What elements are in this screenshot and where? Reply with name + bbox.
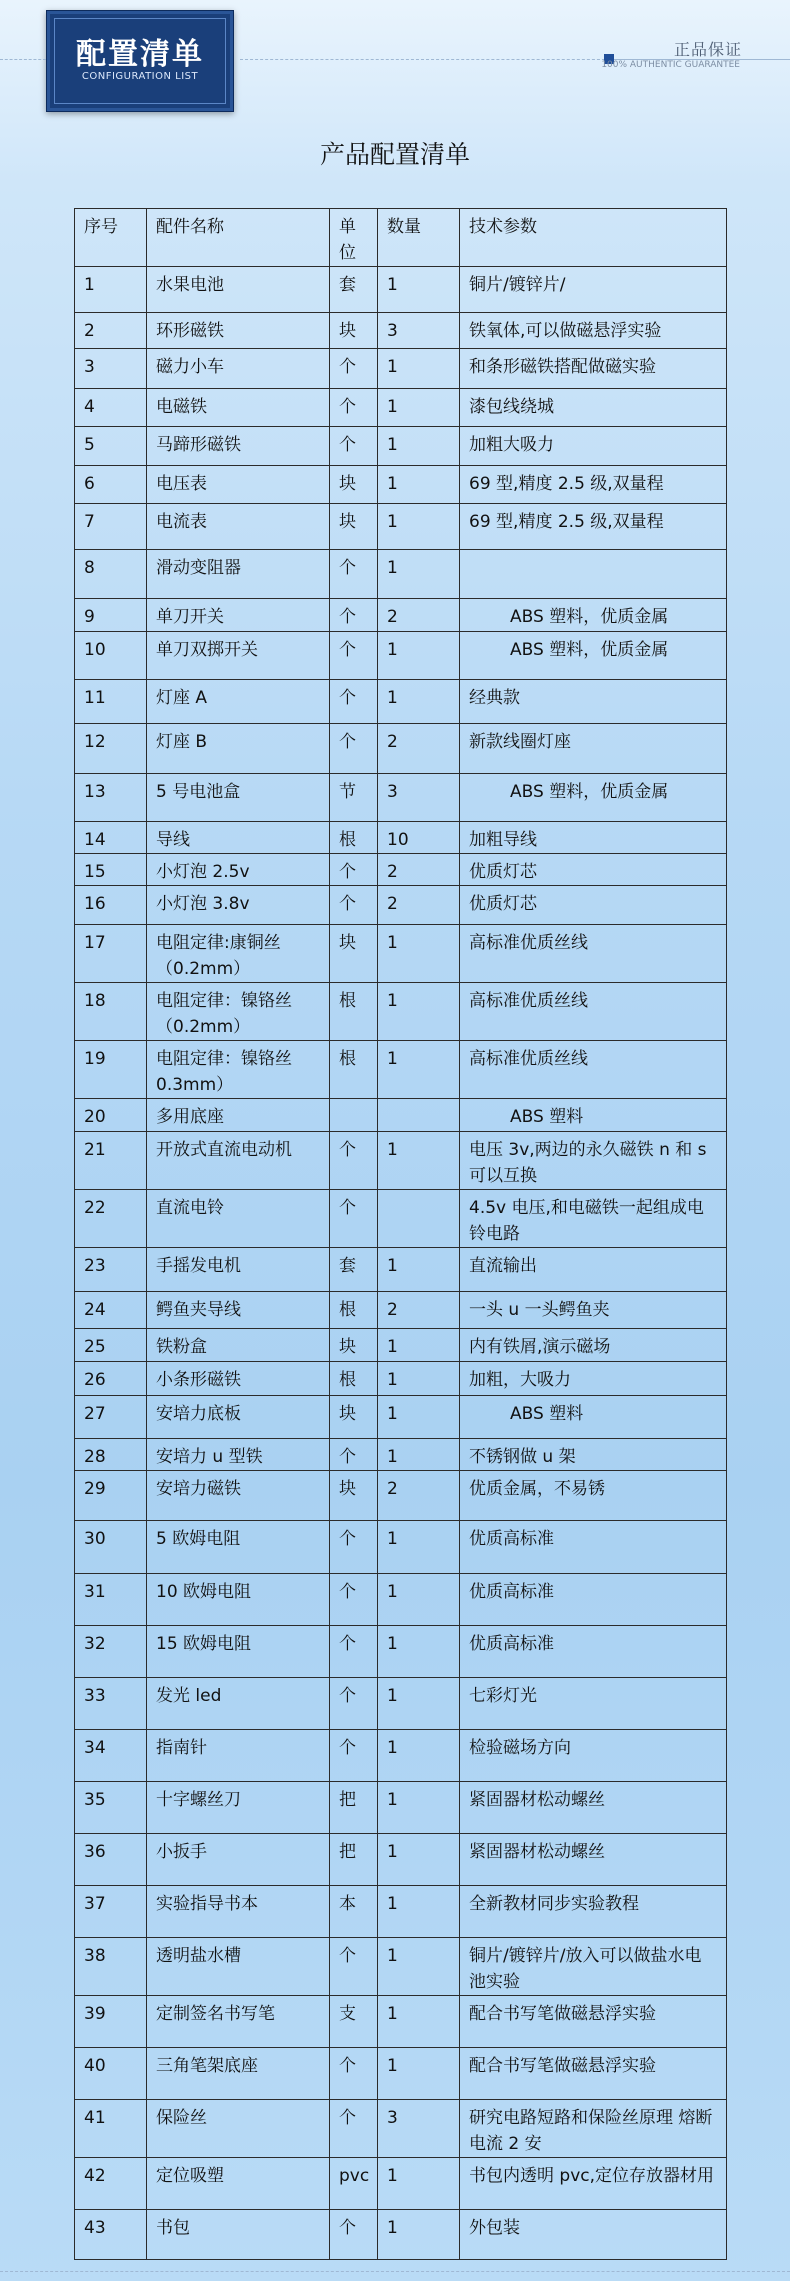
table-row <box>75 550 727 599</box>
table-row <box>75 774 727 822</box>
cell-name: 电阻定律：镍铬丝（0.2mm） <box>147 983 330 1041</box>
cell-unit: 套 <box>330 267 378 313</box>
cell-no: 21 <box>75 1132 147 1190</box>
cell-spec: ABS 塑料，优质金属 <box>460 632 727 680</box>
cell-spec: 配合书写笔做磁悬浮实验 <box>460 2048 727 2100</box>
cell-name: 单刀开关 <box>147 599 330 632</box>
cell-name: 手摇发电机 <box>147 1248 330 1292</box>
cell-spec: 铁氧体,可以做磁悬浮实验 <box>460 313 727 349</box>
cell-spec: 全新教材同步实验教程 <box>460 1886 727 1938</box>
cell-unit: 块 <box>330 925 378 983</box>
cell-unit: 个 <box>330 349 378 389</box>
cell-unit: 支 <box>330 1996 378 2048</box>
cell-qty: 1 <box>378 2158 460 2210</box>
table-row <box>75 1041 727 1099</box>
cell-name: 指南针 <box>147 1730 330 1782</box>
cell-unit: 个 <box>330 1132 378 1190</box>
cell-qty: 1 <box>378 1834 460 1886</box>
cell-spec: 经典款 <box>460 680 727 724</box>
cell-unit: 个 <box>330 1626 378 1678</box>
cell-spec: 内有铁屑,演示磁场 <box>460 1329 727 1362</box>
cell-no: 20 <box>75 1099 147 1132</box>
cell-qty: 1 <box>378 389 460 427</box>
cell-name: 小灯泡 3.8v <box>147 886 330 925</box>
table-row <box>75 599 727 632</box>
cell-spec: 铜片/镀锌片/ <box>460 267 727 313</box>
cell-qty: 1 <box>378 680 460 724</box>
cell-unit: 个 <box>330 599 378 632</box>
page-title: 产品配置清单 <box>319 140 470 169</box>
cell-no: 11 <box>75 680 147 724</box>
cell-no: 5 <box>75 427 147 466</box>
cell-spec: 书包内透明 pvc,定位存放器材用 <box>460 2158 727 2210</box>
cell-no: 4 <box>75 389 147 427</box>
cell-no: 10 <box>75 632 147 680</box>
cell-spec: 优质灯芯 <box>460 854 727 886</box>
cell-qty: 1 <box>378 1574 460 1626</box>
cell-unit: 本 <box>330 1886 378 1938</box>
cell-spec: 优质灯芯 <box>460 886 727 925</box>
cell-unit: 个 <box>330 886 378 925</box>
cell-name: 导线 <box>147 822 330 854</box>
cell-spec: 研究电路短路和保险丝原理 熔断电流 2 安 <box>460 2100 727 2158</box>
cell-name: 保险丝 <box>147 2100 330 2158</box>
table-row <box>75 427 727 466</box>
cell-qty: 1 <box>378 1886 460 1938</box>
table-row <box>75 1396 727 1439</box>
cell-name: 直流电铃 <box>147 1190 330 1248</box>
cell-unit: 根 <box>330 1362 378 1396</box>
cell-unit: 块 <box>330 313 378 349</box>
header-divider-left <box>0 59 46 60</box>
cell-unit: 块 <box>330 1471 378 1521</box>
cell-qty: 2 <box>378 599 460 632</box>
cell-no: 41 <box>75 2100 147 2158</box>
cell-spec: 优质高标准 <box>460 1574 727 1626</box>
cell-name: 电压表 <box>147 466 330 504</box>
authentic-guarantee-sub: 100% AUTHENTIC GUARANTEE <box>601 60 740 70</box>
cell-name: 滑动变阻器 <box>147 550 330 599</box>
table-row <box>75 1471 727 1521</box>
table-row <box>75 1099 727 1132</box>
cell-spec: 和条形磁铁搭配做磁实验 <box>460 349 727 389</box>
cell-spec: 优质高标准 <box>460 1626 727 1678</box>
cell-qty: 3 <box>378 313 460 349</box>
cell-name: 10 欧姆电阻 <box>147 1574 330 1626</box>
authentic-guarantee-label: 正品保证 <box>673 40 742 59</box>
cell-name: 单刀双掷开关 <box>147 632 330 680</box>
cell-no: 25 <box>75 1329 147 1362</box>
cell-qty: 1 <box>378 466 460 504</box>
cell-unit <box>330 1099 378 1132</box>
table-row <box>75 2158 727 2210</box>
table-row <box>75 1248 727 1292</box>
cell-name: 电阻定律:康铜丝（0.2mm） <box>147 925 330 983</box>
cell-unit: 个 <box>330 1190 378 1248</box>
cell-name: 电流表 <box>147 504 330 550</box>
cell-unit: 块 <box>330 504 378 550</box>
cell-no: 32 <box>75 1626 147 1678</box>
table-row <box>75 1362 727 1396</box>
cell-no: 27 <box>75 1396 147 1439</box>
table-row <box>75 1439 727 1471</box>
cell-unit: 个 <box>330 854 378 886</box>
cell-qty: 1 <box>378 427 460 466</box>
cell-qty: 1 <box>378 983 460 1041</box>
cell-qty: 1 <box>378 1521 460 1574</box>
cell-name: 5 号电池盒 <box>147 774 330 822</box>
cell-no: 26 <box>75 1362 147 1396</box>
cell-no: 31 <box>75 1574 147 1626</box>
cell-name: 开放式直流电动机 <box>147 1132 330 1190</box>
cell-qty: 1 <box>378 550 460 599</box>
table-row <box>75 822 727 854</box>
cell-spec: 69 型,精度 2.5 级,双量程 <box>460 466 727 504</box>
cell-qty: 1 <box>378 1678 460 1730</box>
cell-name: 小条形磁铁 <box>147 1362 330 1396</box>
cell-no: 7 <box>75 504 147 550</box>
cell-name: 铁粉盒 <box>147 1329 330 1362</box>
cell-no: 34 <box>75 1730 147 1782</box>
cell-spec: 高标准优质丝线 <box>460 983 727 1041</box>
cell-name: 安培力底板 <box>147 1396 330 1439</box>
cell-no: 37 <box>75 1886 147 1938</box>
header-spec: 技术参数 <box>460 209 727 267</box>
cell-unit: 个 <box>330 632 378 680</box>
cell-no: 19 <box>75 1041 147 1099</box>
cell-spec: 电压 3v,两边的永久磁铁 n 和 s 可以互换 <box>460 1132 727 1190</box>
cell-spec: 一头 u 一头鳄鱼夹 <box>460 1292 727 1329</box>
cell-unit: 个 <box>330 2210 378 2260</box>
cell-spec: 4.5v 电压,和电磁铁一起组成电铃电路 <box>460 1190 727 1248</box>
table-row <box>75 854 727 886</box>
cell-spec: ABS 塑料，优质金属 <box>460 599 727 632</box>
cell-spec: 紧固器材松动螺丝 <box>460 1782 727 1834</box>
header-unit: 单位 <box>330 209 378 267</box>
table-row <box>75 2048 727 2100</box>
header-qty: 数量 <box>378 209 460 267</box>
cell-name: 5 欧姆电阻 <box>147 1521 330 1574</box>
cell-no: 8 <box>75 550 147 599</box>
cell-unit: 个 <box>330 1678 378 1730</box>
table-row <box>75 632 727 680</box>
table-row <box>75 1329 727 1362</box>
table-row <box>75 1292 727 1329</box>
header-badge <box>46 10 234 112</box>
cell-name: 透明盐水槽 <box>147 1938 330 1996</box>
cell-spec: 优质金属，不易锈 <box>460 1471 727 1521</box>
cell-qty: 1 <box>378 1041 460 1099</box>
cell-qty: 1 <box>378 2210 460 2260</box>
cell-spec: 配合书写笔做磁悬浮实验 <box>460 1996 727 2048</box>
cell-no: 3 <box>75 349 147 389</box>
cell-spec: 加粗大吸力 <box>460 427 727 466</box>
cell-spec: 直流输出 <box>460 1248 727 1292</box>
cell-qty: 3 <box>378 2100 460 2158</box>
table-row <box>75 349 727 389</box>
cell-spec: 加粗导线 <box>460 822 727 854</box>
cell-name: 鳄鱼夹导线 <box>147 1292 330 1329</box>
cell-qty: 1 <box>378 1730 460 1782</box>
cell-spec: 新款线圈灯座 <box>460 724 727 774</box>
cell-name: 十字螺丝刀 <box>147 1782 330 1834</box>
cell-no: 22 <box>75 1190 147 1248</box>
cell-no: 18 <box>75 983 147 1041</box>
cell-qty: 2 <box>378 854 460 886</box>
cell-no: 15 <box>75 854 147 886</box>
cell-qty: 1 <box>378 1938 460 1996</box>
cell-qty: 1 <box>378 349 460 389</box>
cell-spec: ABS 塑料 <box>460 1396 727 1439</box>
cell-spec: 外包装 <box>460 2210 727 2260</box>
cell-qty: 3 <box>378 774 460 822</box>
cell-unit: 个 <box>330 1521 378 1574</box>
table-row <box>75 389 727 427</box>
cell-qty: 1 <box>378 1626 460 1678</box>
cell-unit: 个 <box>330 389 378 427</box>
cell-unit: 个 <box>330 2100 378 2158</box>
cell-name: 水果电池 <box>147 267 330 313</box>
table-row <box>75 2100 727 2158</box>
cell-name: 小灯泡 2.5v <box>147 854 330 886</box>
cell-no: 24 <box>75 1292 147 1329</box>
cell-qty: 1 <box>378 1996 460 2048</box>
table-row <box>75 925 727 983</box>
cell-qty: 1 <box>378 632 460 680</box>
cell-unit: 把 <box>330 1834 378 1886</box>
cell-qty: 2 <box>378 724 460 774</box>
cell-spec: 七彩灯光 <box>460 1678 727 1730</box>
cell-name: 环形磁铁 <box>147 313 330 349</box>
cell-qty: 10 <box>378 822 460 854</box>
cell-qty: 2 <box>378 1471 460 1521</box>
cell-unit: 块 <box>330 1329 378 1362</box>
table-row <box>75 1782 727 1834</box>
cell-name: 多用底座 <box>147 1099 330 1132</box>
cell-qty: 1 <box>378 1132 460 1190</box>
cell-name: 定制签名书写笔 <box>147 1996 330 2048</box>
cell-unit: 个 <box>330 680 378 724</box>
cell-name: 15 欧姆电阻 <box>147 1626 330 1678</box>
cell-unit: 个 <box>330 1938 378 1996</box>
cell-no: 39 <box>75 1996 147 2048</box>
cell-spec: 漆包线绕城 <box>460 389 727 427</box>
cell-qty: 1 <box>378 1329 460 1362</box>
cell-name: 实验指导书本 <box>147 1886 330 1938</box>
cell-no: 35 <box>75 1782 147 1834</box>
cell-qty: 1 <box>378 1396 460 1439</box>
table-row <box>75 680 727 724</box>
cell-unit: 个 <box>330 1574 378 1626</box>
cell-no: 6 <box>75 466 147 504</box>
table-row <box>75 466 727 504</box>
table-row <box>75 1132 727 1190</box>
table-row <box>75 724 727 774</box>
cell-unit: 个 <box>330 2048 378 2100</box>
cell-spec: 铜片/镀锌片/放入可以做盐水电池实验 <box>460 1938 727 1996</box>
cell-unit: pvc <box>330 2158 378 2210</box>
cell-no: 38 <box>75 1938 147 1996</box>
cell-no: 28 <box>75 1439 147 1471</box>
cell-unit: 个 <box>330 427 378 466</box>
table-row <box>75 1834 727 1886</box>
footer-divider <box>0 2271 790 2272</box>
cell-name: 安培力磁铁 <box>147 1471 330 1521</box>
cell-spec: 不锈钢做 u 架 <box>460 1439 727 1471</box>
cell-unit: 块 <box>330 466 378 504</box>
cell-name: 马蹄形磁铁 <box>147 427 330 466</box>
cell-no: 43 <box>75 2210 147 2260</box>
cell-unit: 根 <box>330 822 378 854</box>
cell-qty: 2 <box>378 1292 460 1329</box>
cell-qty: 1 <box>378 1248 460 1292</box>
header-name: 配件名称 <box>147 209 330 267</box>
cell-qty <box>378 1099 460 1132</box>
cell-unit: 个 <box>330 1730 378 1782</box>
cell-name: 发光 led <box>147 1678 330 1730</box>
cell-spec: ABS 塑料 <box>460 1099 727 1132</box>
badge-subtitle: CONFIGURATION LIST <box>81 71 199 82</box>
table-row <box>75 1886 727 1938</box>
table-row <box>75 886 727 925</box>
cell-spec: 加粗，大吸力 <box>460 1362 727 1396</box>
table-row <box>75 1521 727 1574</box>
cell-no: 14 <box>75 822 147 854</box>
table-row <box>75 1626 727 1678</box>
cell-unit: 根 <box>330 983 378 1041</box>
table-row <box>75 267 727 313</box>
table-header-row <box>75 209 727 267</box>
table-row <box>75 1574 727 1626</box>
cell-name: 小扳手 <box>147 1834 330 1886</box>
cell-spec: 检验磁场方向 <box>460 1730 727 1782</box>
cell-name: 电磁铁 <box>147 389 330 427</box>
table-row <box>75 1996 727 2048</box>
cell-no: 1 <box>75 267 147 313</box>
cell-qty: 1 <box>378 2048 460 2100</box>
cell-no: 40 <box>75 2048 147 2100</box>
cell-spec: 紧固器材松动螺丝 <box>460 1834 727 1886</box>
cell-name: 磁力小车 <box>147 349 330 389</box>
cell-unit: 根 <box>330 1292 378 1329</box>
cell-no: 36 <box>75 1834 147 1886</box>
cell-spec: 高标准优质丝线 <box>460 1041 727 1099</box>
cell-unit: 个 <box>330 1439 378 1471</box>
cell-spec: 69 型,精度 2.5 级,双量程 <box>460 504 727 550</box>
table-row <box>75 1678 727 1730</box>
cell-unit: 个 <box>330 550 378 599</box>
cell-unit: 根 <box>330 1041 378 1099</box>
cell-no: 29 <box>75 1471 147 1521</box>
table-row <box>75 2210 727 2260</box>
cell-unit: 把 <box>330 1782 378 1834</box>
cell-unit: 个 <box>330 724 378 774</box>
table-row <box>75 1190 727 1248</box>
cell-no: 12 <box>75 724 147 774</box>
cell-no: 42 <box>75 2158 147 2210</box>
cell-no: 16 <box>75 886 147 925</box>
cell-qty <box>378 1190 460 1248</box>
cell-qty: 2 <box>378 886 460 925</box>
cell-spec: 优质高标准 <box>460 1521 727 1574</box>
cell-name: 安培力 u 型铁 <box>147 1439 330 1471</box>
cell-spec: ABS 塑料，优质金属 <box>460 774 727 822</box>
badge-title: 配置清单 <box>76 37 204 72</box>
cell-qty: 1 <box>378 1362 460 1396</box>
cell-no: 17 <box>75 925 147 983</box>
cell-qty: 1 <box>378 1439 460 1471</box>
cell-no: 2 <box>75 313 147 349</box>
cell-name: 电阻定律：镍铬丝 0.3mm） <box>147 1041 330 1099</box>
cell-name: 定位吸塑 <box>147 2158 330 2210</box>
cell-name: 书包 <box>147 2210 330 2260</box>
cell-unit: 套 <box>330 1248 378 1292</box>
cell-qty: 1 <box>378 267 460 313</box>
cell-no: 9 <box>75 599 147 632</box>
configuration-table <box>74 208 727 2260</box>
cell-no: 30 <box>75 1521 147 1574</box>
table-row <box>75 1730 727 1782</box>
cell-no: 13 <box>75 774 147 822</box>
cell-name: 三角笔架底座 <box>147 2048 330 2100</box>
table-row <box>75 313 727 349</box>
cell-no: 33 <box>75 1678 147 1730</box>
cell-spec <box>460 550 727 599</box>
cell-unit: 块 <box>330 1396 378 1439</box>
cell-unit: 节 <box>330 774 378 822</box>
cell-name: 灯座 B <box>147 724 330 774</box>
cell-name: 灯座 A <box>147 680 330 724</box>
header-divider-right <box>240 59 610 60</box>
header-no: 序号 <box>75 209 147 267</box>
cell-qty: 1 <box>378 1782 460 1834</box>
table-row <box>75 504 727 550</box>
table-row <box>75 1938 727 1996</box>
cell-spec: 高标准优质丝线 <box>460 925 727 983</box>
cell-qty: 1 <box>378 925 460 983</box>
table-row <box>75 983 727 1041</box>
cell-no: 23 <box>75 1248 147 1292</box>
table-body <box>75 267 727 2260</box>
cell-qty: 1 <box>378 504 460 550</box>
